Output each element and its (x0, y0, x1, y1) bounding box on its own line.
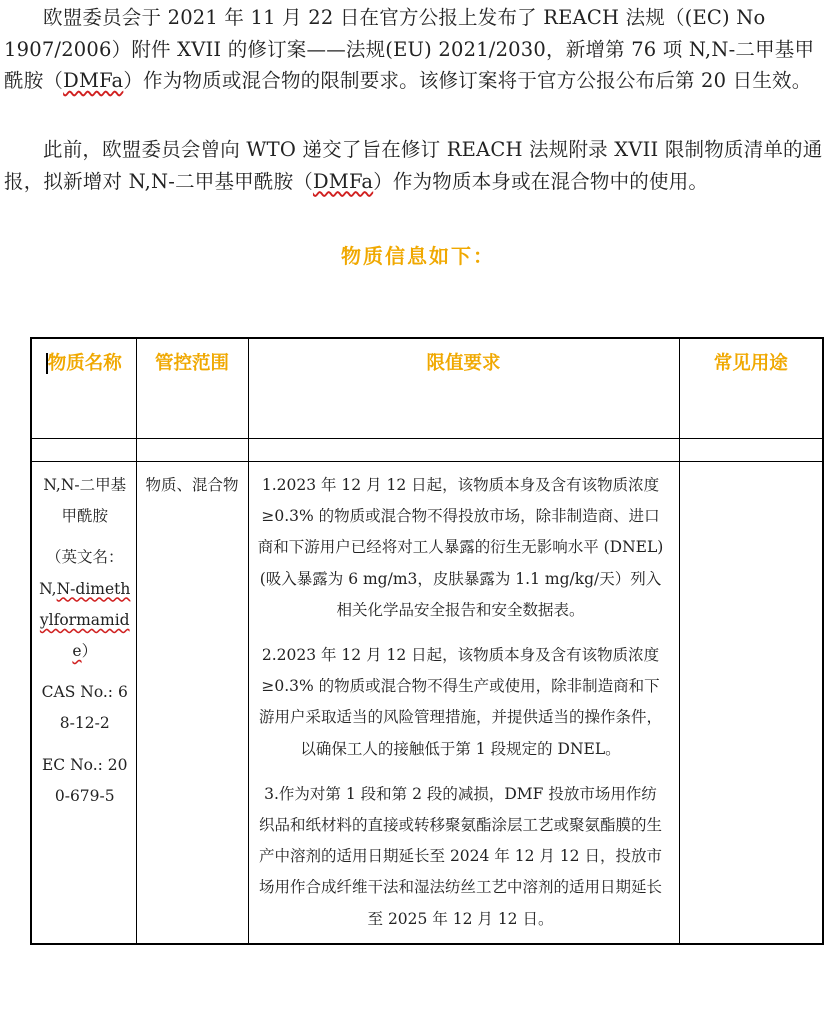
cell-scope[interactable]: 物质、混合物 (136, 462, 248, 944)
background-text: 此前，欧盟委员会曾向 WTO 递交了旨在修订 REACH 法规附录 XVII 限制物质清单的通报，拟新增对 N,N-二甲基甲酰胺（ (4, 138, 823, 193)
background-text-end: ）作为物质本身或在混合物中的使用。 (373, 169, 709, 193)
intro-paragraph (4, 2, 832, 97)
dmfa-spellcheck-word-2: DMFa (312, 169, 374, 193)
intro-text: 欧盟委员会于 2021 年 11 月 22 日在官方公报上发布了 REACH 法规（(EC) No 1907/2006）附件 XVII 的修订案——法规(EU) 2021/2030，新增第 76 项 N,N-二甲基甲酰胺（ (4, 6, 815, 92)
requirement-1: 1.2023 年 12 月 12 日起，该物质本身及含有该物质浓度≥0.3% 的物质或混合物不得投放市场，除非制造商、进口商和下游用户已经将对工人暴露的衍生无影响水平 (DNEL) (吸入暴露为 6 mg/m3，皮肤暴露为 1.1 mg/kg/天）列入相关化学品安全报告和安全数据表。 (257, 476, 664, 619)
header-scope[interactable]: 管控范围 (136, 338, 248, 439)
intro-text-end: ）作为物质或混合物的限制要求。该修订案将于官方公报公布后第 20 日生效。 (123, 69, 812, 92)
header-limit[interactable]: 限值要求 (248, 338, 679, 439)
ec-number: EC No.: 200-679-5 (41, 755, 128, 805)
substance-table (30, 337, 824, 945)
cell-uses[interactable] (679, 462, 823, 944)
requirement-3: 3.作为对第 1 段和第 2 段的减损，DMF 投放市场用作纺织品和纸材料的直接或转移聚氨酯涂层工艺或聚氨酯膜的生产中溶剂的适用日期延长至 2024 年 12 月 12 日，投放市场用作合成纤维干法和湿法纺丝工艺中溶剂的适用日期延长至 2025 年 12 月 12 日。 (258, 784, 662, 928)
header-uses[interactable]: 常见用途 (679, 338, 823, 439)
dmfa-spellcheck-word: DMFa (63, 69, 124, 92)
table-gap-row (31, 439, 823, 462)
cell-substance-name[interactable] (31, 462, 136, 944)
english-name: （英文名：N,N-dimethylformamide） (39, 548, 131, 661)
cell-limit[interactable] (248, 462, 679, 944)
header-substance-name[interactable]: 物质名称 (31, 338, 136, 439)
cas-number: CAS No.: 68-12-2 (41, 683, 128, 733)
table-header-row (31, 338, 823, 439)
section-subtitle: 物质信息如下： (341, 244, 495, 268)
table-row (31, 462, 823, 944)
substance-name-cn: N,N-二甲基甲酰胺 (43, 476, 127, 526)
background-paragraph (4, 134, 832, 197)
requirement-2: 2.2023 年 12 月 12 日起，该物质本身及含有该物质浓度≥0.3% 的物质或混合物不得生产或使用，除非制造商和下游用户采取适当的风险管理措施，并提供适当的操作条件，以确保工人的接触低于第 1 段规定的 DNEL。 (258, 646, 662, 758)
english-name-spellcheck: N-dimethylformamide (39, 579, 131, 661)
